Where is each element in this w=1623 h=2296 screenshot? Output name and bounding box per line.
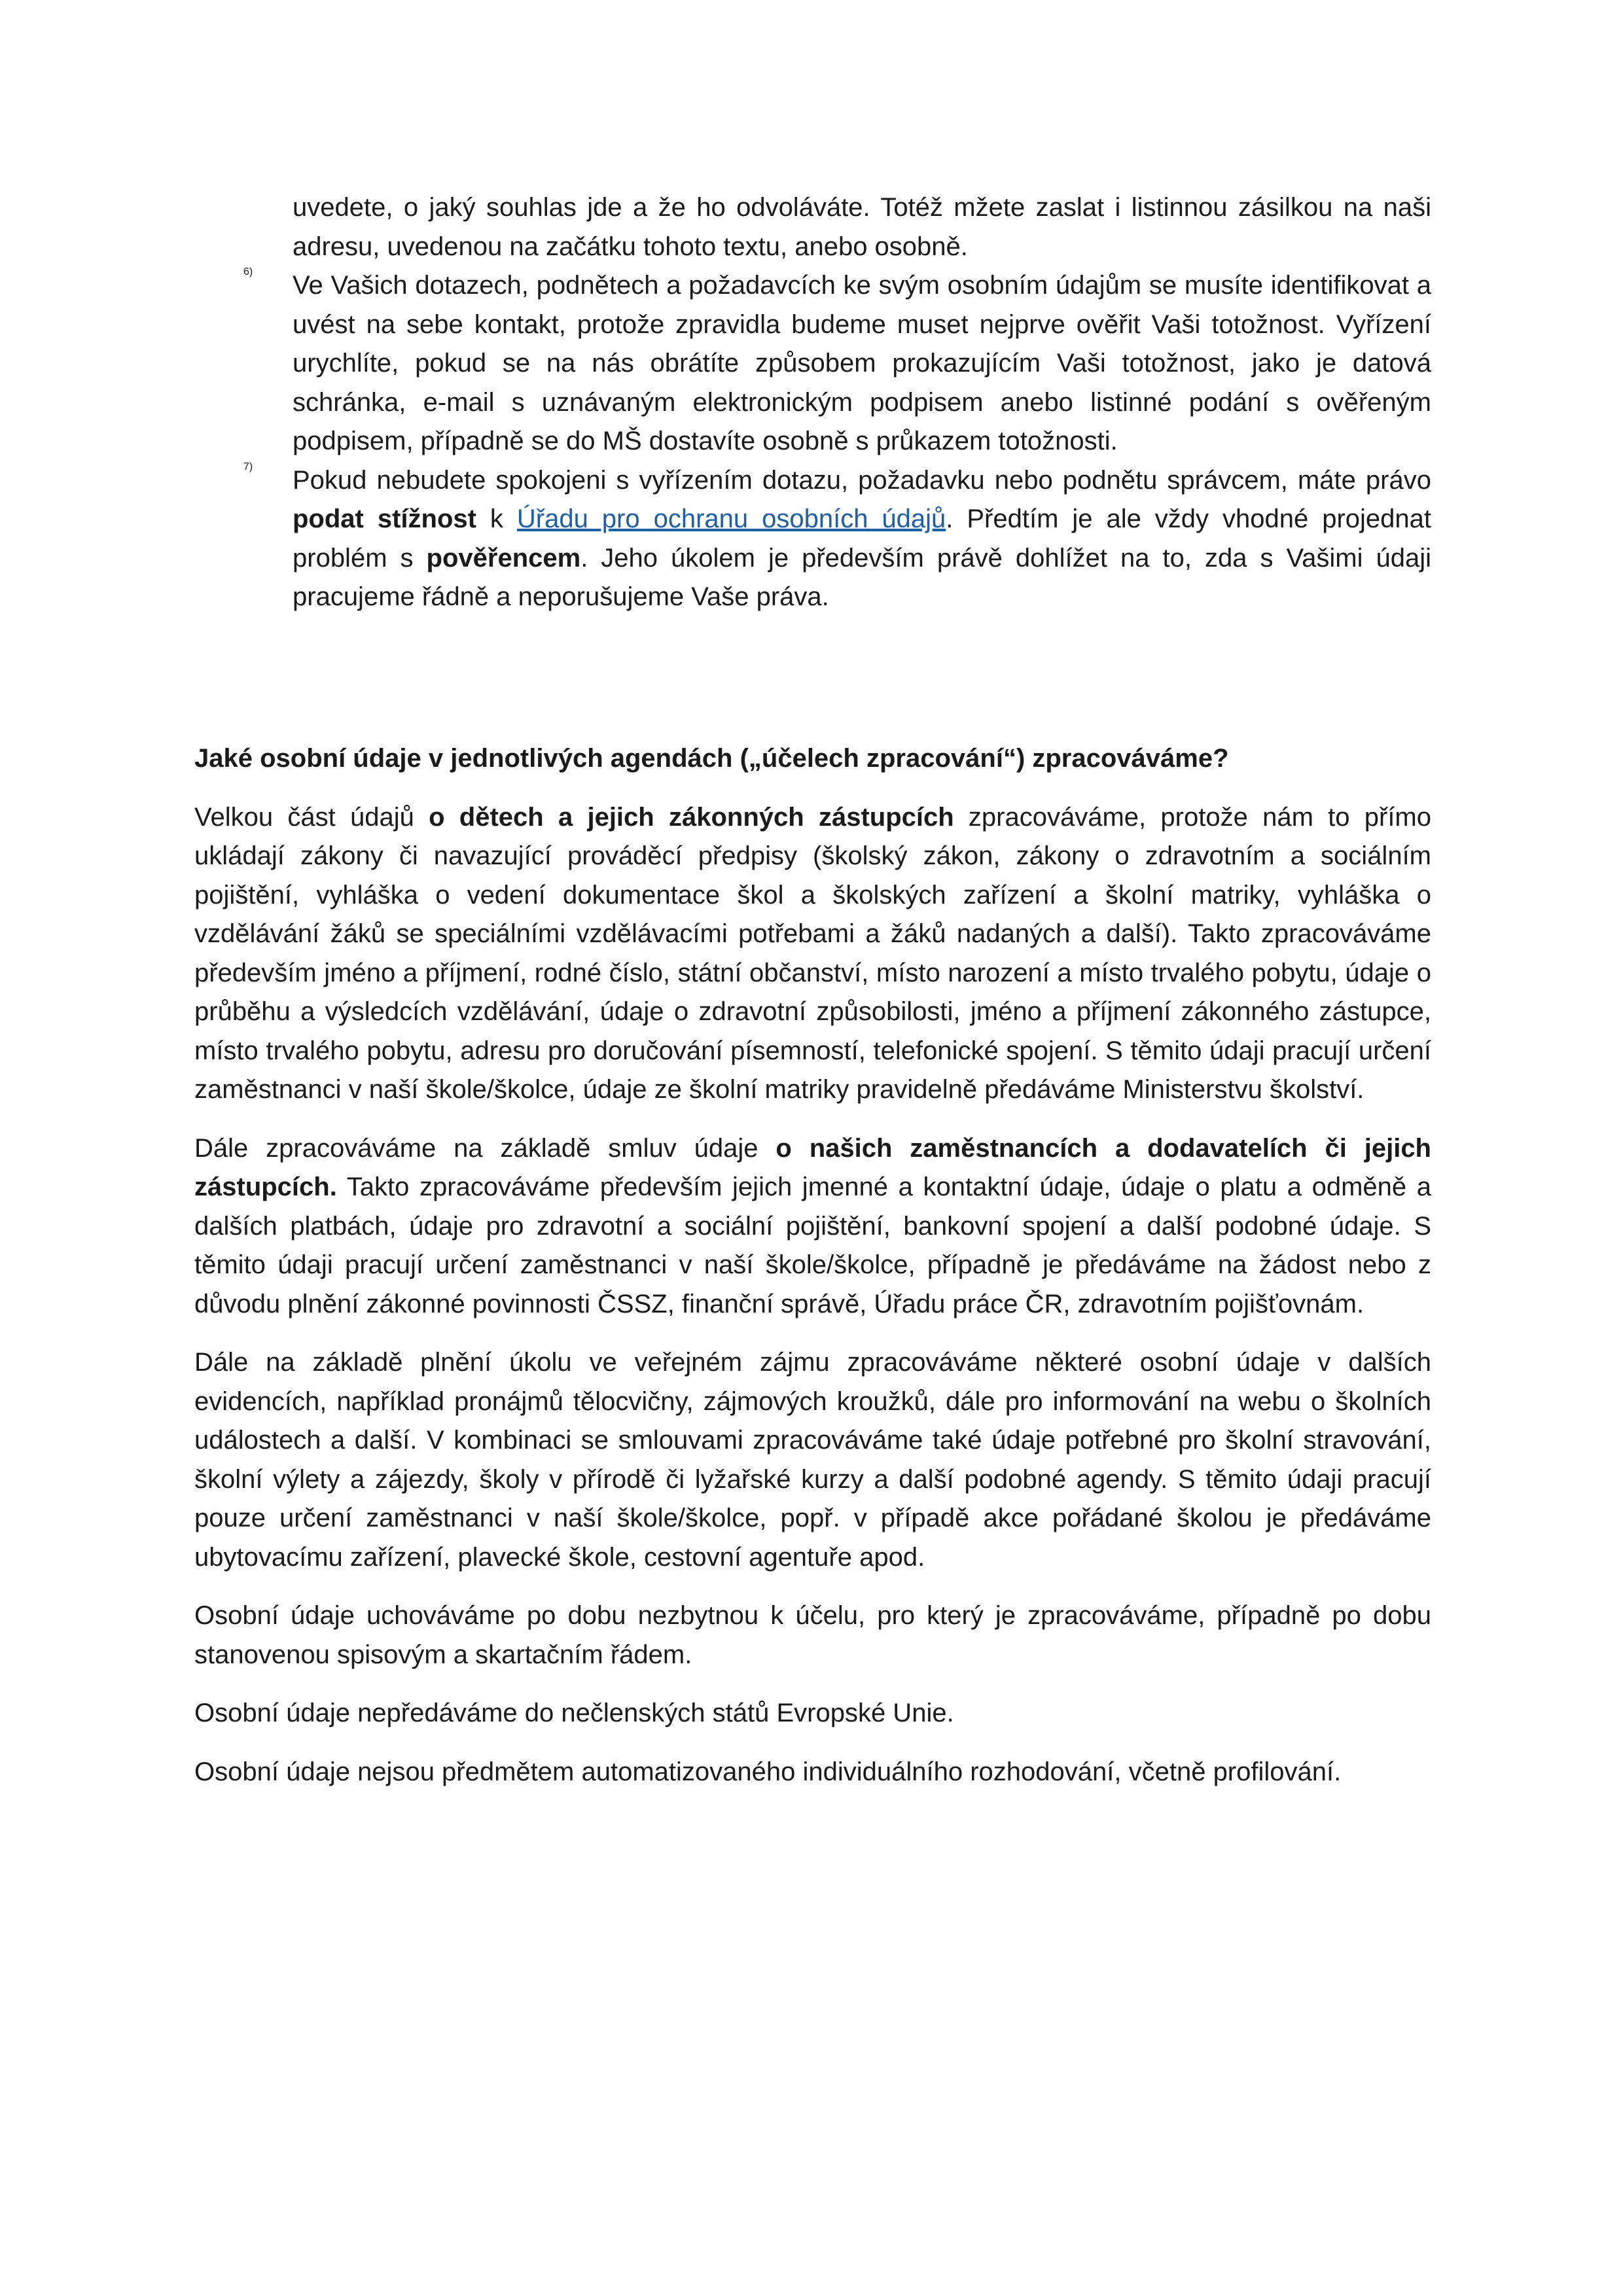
text-run: Takto zpracováváme především jejich jmenné a kontaktní údaje, údaje o platu a odměně a dalších platbách, údaje pro zdravotní a sociální pojištění, bankovní spojení a další podobné údaje. S těmito údaji pracují určení zaměstnanci v naší škole/školce, případně je předáváme na žádost nebo z důvodu plnění zákonné povinnosti ČSSZ, finanční správě, Úřadu práce ČR, zdravotním pojišťovnám. [194,1173,1431,1318]
text-run: k [476,504,517,533]
processing-section [194,739,1431,1811]
list-number: 7) [243,461,253,472]
list-number: 6) [243,266,253,277]
bold-text: podat stížnost [293,504,476,533]
text-run: Pokud nebudete spokojeni s vyřízením dotazu, požadavku nebo podnětu správcem, máte právo [293,465,1431,495]
paragraph-employees [194,1129,1431,1324]
list-item-6 [194,266,1431,461]
text-run: Dále zpracováváme na základě smluv údaje [194,1133,776,1163]
list-item-5-continuation: uvedete, o jaký souhlas jde a že ho odvoláváte. Totéž mžete zaslat i listinnou zásilkou na naši adresu, uvedenou na začátku tohoto textu, anebo osobně. [293,193,1431,261]
rights-list [194,188,1431,617]
bold-text: o dětech a jejich zákonných zástupcích [429,802,954,832]
list-item-text: Ve Vašich dotazech, podnětech a požadavcích ke svým osobním údajům se musíte identifikovat a uvést na sebe kontakt, protože zpravidla budeme muset nejprve ověřit Vaši totožnost. Vyřízení urychlíte, pokud se na nás obrátíte způsobem prokazujícím Vaši totožnost, jako je datová schránka, e-mail s uznávaným elektronickým podpisem anebo listinné podání s ověřeným podpisem, případně se do MŠ dostavíte osobně s průkazem totožnosti. [293,271,1431,455]
paragraph-automated: Osobní údaje nejsou předmětem automatizovaného individuálního rozhodování, včetně profilování. [194,1757,1342,1786]
paragraph-public-interest: Dále na základě plnění úkolu ve veřejném zájmu zpracováváme některé osobní údaje v dalších evidencích, například pronájmů tělocvičny, zájmových kroužků, dále pro informování na webu o školních událostech a další. V kombinaci se smlouvami zpracováváme také údaje potřebné pro školní stravování, školní výlety a zájezdy, školy v přírodě či lyžařské kurzy a další podobné agendy. S těmito údaji pracují pouze určení zaměstnanci v naší škole/školce, popř. v případě akce pořádané školou je předáváme ubytovacímu zařízení, plavecké škole, cestovní agentuře apod. [194,1348,1431,1572]
text-run: . Předtím je ale vždy vhodné projednat problém s [293,504,1432,573]
bold-text: o našich zaměstnancích a dodavatelích či jejich zástupcích. [194,1133,1431,1201]
list-item-7 [194,461,1431,617]
section-heading: Jaké osobní údaje v jednotlivých agendách („účelech zpracování“) zpracováváme? [194,744,1229,773]
text-run: zpracováváme, protože nám to přímo ukládají zákony či navazující prováděcí předpisy (školský zákon, zákony o zdravotním a sociálním pojištění, vyhláška o vedení dokumentace škol a školských zařízení a školní matriky, vyhláška o vzdělávání žáků se speciálními vzdělávacími potřebami a žáků nadaných a další). Takto zpracováváme především jméno a příjmení, rodné číslo, státní občanství, místo narození a místo trvalého pobytu, údaje o průběhu a výsledcích vzdělávání, údaje o zdravotní způsobilosti, jméno a příjmení zákonného zástupce, místo trvalého pobytu, adresu pro doručování písemností, telefonické spojení. S těmito údaji pracují určení zaměstnanci v naší škole/školce, údaje ze školní matriky pravidelně předáváme Ministerstvu školství. [194,802,1432,1104]
uoou-link[interactable]: Úřadu pro ochranu osobních údajů [516,504,946,533]
text-run: Velkou část údajů [194,802,429,832]
list-item-text [293,461,1431,617]
paragraph-retention: Osobní údaje uchováváme po dobu nezbytnou k účelu, pro který je zpracováváme, případně po dobu stanovenou spisovým a skartačním řádem. [194,1601,1431,1669]
text-run: . Jeho úkolem je především právě dohlížet na to, zda s Vašimi údaji pracujeme řádně a neporušujeme Vaše práva. [293,543,1431,611]
paragraph-transfer: Osobní údaje nepředáváme do nečlenských států Evropské Unie. [194,1699,954,1727]
bold-text: pověřencem [426,543,581,573]
paragraph-children [194,798,1431,1110]
